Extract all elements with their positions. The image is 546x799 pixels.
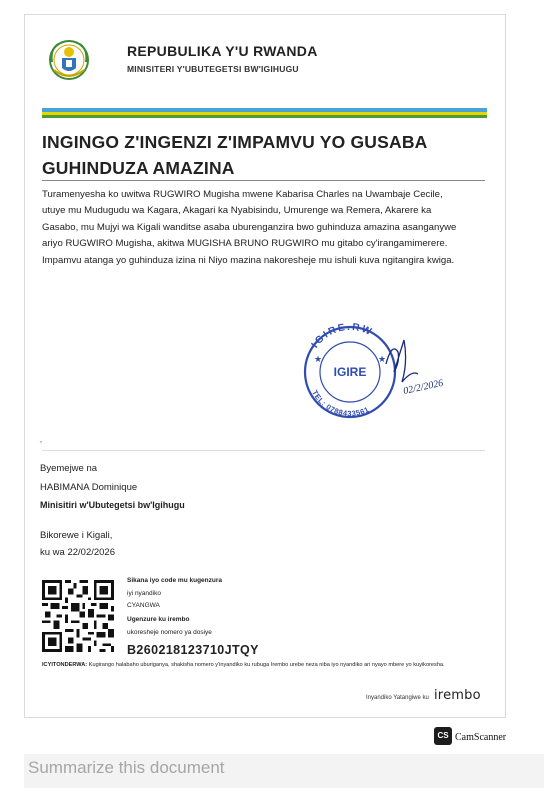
issued-place: Bikorewe i Kigali, [40, 530, 113, 541]
body-line: utuye mu Mudugudu wa Kagara, Akagari ka Nyabisindu, Umurenge wa Remera, Akarere ka [42, 205, 432, 217]
star-icon: ★ [314, 355, 323, 365]
signatory-name: HABIMANA Dominique [40, 482, 138, 493]
document-title [42, 129, 482, 181]
verify-line-5: ukoresheje nomero ya dosiye [127, 629, 212, 636]
body-line: Turamenyesha ko uwitwa RUGWIRO Mugisha mwene Kabarisa Charles na Uwambaje Cecile, [42, 189, 443, 200]
body-line: Impamvu atanga yo guhinduza izina ni Niyo mazina nakoresheje mu ishuli kuva ngitangira kwiga. [42, 254, 455, 266]
handwritten-date: 02/2/2026 [402, 377, 445, 397]
rwanda-coat-of-arms-icon [48, 38, 90, 84]
header-title: REPUBULIKA Y'U RWANDA [127, 43, 318, 59]
verify-line-2: iyi nyandiko [127, 590, 161, 597]
notice [42, 661, 487, 670]
notice-label: ICYITONDERWA: [42, 662, 88, 668]
notice-text: Kugirango halabaho uburiganya, shakisha nomero y'inyandiko ku rubuga Irembo urebe neza niba iyo nyandiko ari nyayo mbere yo kuyikoresha. [87, 662, 445, 668]
camscanner-logo-icon: CS [434, 727, 452, 745]
summarize-prompt-input[interactable] [24, 754, 544, 788]
summarize-prompt-text: Summarize this document [28, 758, 225, 777]
official-stamp [300, 322, 470, 420]
document-body [42, 187, 487, 269]
signature [386, 340, 418, 382]
approved-by-label: Byemejwe na [40, 463, 98, 474]
irembo-logo: irembo [434, 688, 481, 703]
reference-number: B260218123710JTQY [127, 643, 259, 657]
tick-mark-icon: ʼ [40, 440, 42, 450]
camscanner-label: CamScanner [455, 732, 507, 743]
title-divider [42, 180, 485, 181]
svg-text:TEL: 0788433561 [310, 389, 370, 418]
stamp-top-text: IGIRE.RW [309, 322, 375, 351]
header-subtitle: MINISITERI Y'UBUTEGETSI BW'IGIHUGU [127, 64, 299, 74]
star-icon: ★ [378, 355, 387, 365]
document-title-line-1: INGINGO Z'INGENZI Z'IMPAMVU YO GUSABA [42, 132, 428, 152]
verify-line-4: Ugenzure ku irembo [127, 616, 190, 623]
powered-by-label: Inyandiko Yatangiwe ku [366, 695, 429, 701]
signatory-title: Minisitiri w'Ubutegetsi bw'Igihugu [40, 500, 185, 510]
verify-line-3: CYANGWA [127, 602, 160, 609]
document-title-line-2: GUHINDUZA AMAZINA [42, 158, 235, 178]
stamp-logo-text: IGIRE [333, 365, 367, 379]
qr-code-icon [42, 580, 114, 652]
stamp-bottom-text: TEL: 0788433561 [310, 388, 371, 419]
issued-date: ku wa 22/02/2026 [40, 547, 116, 558]
body-line: Gasabo, mu Mujyi wa Kigali wanditse asaba uburenganzira bwo guhinduza amazina asanganywe [42, 221, 457, 233]
body-line: ariyo RUGWIRO Mugisha, akitwa MUGISHA BRUNO RUGWIRO mu gitabo cy'irangamimerere. [42, 238, 448, 250]
stripe-green [42, 115, 487, 118]
section-divider [42, 450, 485, 451]
flag-stripes [42, 108, 487, 118]
verify-line-1: Sikana iyo code mu kugenzura [127, 577, 222, 584]
